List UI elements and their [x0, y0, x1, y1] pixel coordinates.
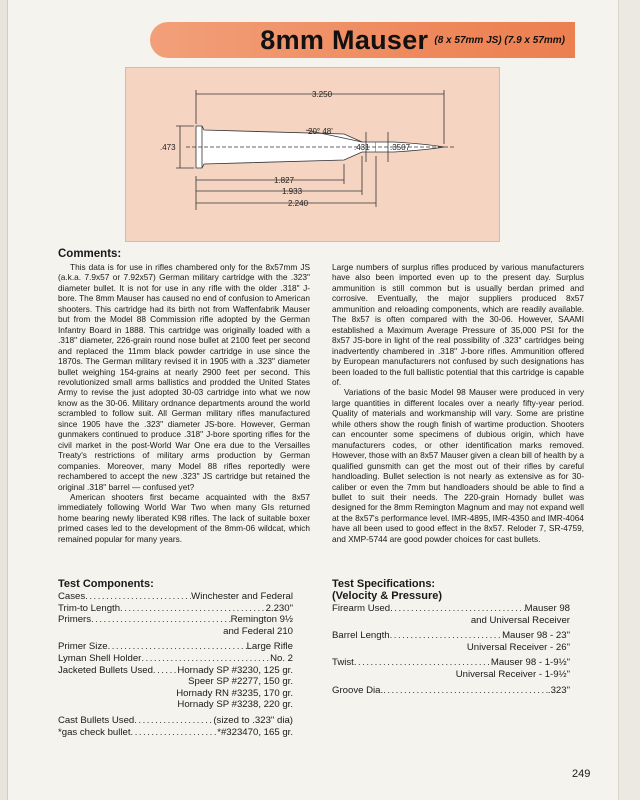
- comments-column-left: [58, 262, 310, 580]
- spec-value: .323": [547, 684, 570, 696]
- spec-value-continued: and Universal Receiver: [470, 614, 570, 626]
- leader-dots: [153, 665, 178, 677]
- dim-neck-length: 1.933: [282, 187, 303, 196]
- spec-label: *gas check bullet: [58, 726, 131, 738]
- spec-label: Lyman Shell Holder: [58, 652, 142, 664]
- spec-label: Jacketed Bullets Used: [58, 664, 153, 676]
- spec-value: Large Rifle: [246, 641, 293, 653]
- leader-dots: [390, 603, 525, 615]
- dim-neck-diameter: .431: [354, 143, 370, 152]
- page-number: 249: [572, 768, 591, 780]
- dim-overall-length: 3.250: [312, 90, 333, 99]
- test-specifications-subheading: (Velocity & Pressure): [332, 590, 443, 602]
- spec-label: Cases: [58, 591, 86, 602]
- spec-row: [332, 685, 570, 697]
- spec-value-continued: Speer SP #2277, 150 gr.: [188, 676, 293, 688]
- page-scan-edge: [618, 0, 640, 800]
- spec-label: Primer Size: [58, 641, 108, 653]
- spec-label: Primers: [58, 614, 92, 626]
- leader-dots: [354, 657, 491, 669]
- test-specifications-heading: Test Specifications:: [332, 578, 436, 590]
- spec-row: [58, 715, 293, 727]
- leader-dots: [390, 630, 502, 642]
- comments-paragraph: This data is for use in rifles chambered only for the 8x57mm JS (a.k.a. 7.9x57 or 7.92x57) German military cartridge with the .323" diameter bullet. It is not for use in any rifle with the older .318" J-bore. The 8mm Mauser has caused no end of confusion to American shooters. This cartridge had its birth not from Waffenfabrik Mauser but from the Model 88 Commission rifle adopted by the German Infantry Board in 1888. This cartridge was originally loaded with a .318" diameter, 226-grain round nose bullet at 2100 feet per second and replaced the 11mm black powder cartridge in use since the 1870s. The German military revised it in 1905 with a .323" diameter bullet weighing 154-grains at nearly 2900 feet per second. This revolutionized small arms ballistics and prodded the United States Army to revise the just adopted 30-03 cartridge into what we now know as the 30-06. Military ordnance departments around the world scrambled to follow suit. All German military rifles manufactured since 1905 have the .323" diameter JS-bore. However, German gunmakers continued to produce .318" J-bore sporting rifles for the civil market in the post-World War One era due to the Versailles Treaty's restrictions of military arms production by German companies. Moreover, many Model 88 rifles reportedly were rechambered to accept the new .323" JS cartridge but retained the original .318" barrel — confused yet?: [58, 262, 310, 492]
- comments-column-right: [332, 262, 584, 580]
- page-subtitle: (8 x 57mm JS) (7.9 x 57mm): [434, 34, 565, 46]
- spec-label: Cast Bullets Used: [58, 714, 135, 726]
- test-components-heading: Test Components:: [58, 578, 154, 590]
- dim-bullet-diameter: .3507: [390, 143, 411, 152]
- spec-value: Mauser 98: [524, 603, 570, 614]
- dim-case-length: 2.240: [288, 199, 309, 208]
- dim-shoulder-length: 1.827: [274, 176, 295, 185]
- title-banner: [150, 22, 575, 58]
- spec-row: [58, 603, 293, 615]
- spec-row: [332, 657, 570, 669]
- spec-label: Groove Dia.: [332, 684, 384, 696]
- page-title: 8mm Mauser: [260, 24, 429, 55]
- spec-value: (sized to .323" dia): [213, 714, 293, 726]
- spec-label: Trim-to Length: [58, 602, 121, 614]
- leader-dots: [134, 715, 213, 727]
- spec-value: Mauser 98 - 23": [502, 630, 570, 642]
- spec-value-continued: Hornady SP #3238, 220 gr.: [177, 699, 293, 711]
- leader-dots: [85, 591, 191, 603]
- spec-row: [58, 653, 293, 665]
- test-components-list: [58, 591, 293, 738]
- spec-value: Mauser 98 - 1-9½": [490, 657, 570, 669]
- spec-value: Remington 9½: [230, 614, 293, 626]
- spec-value-continued: Hornady RN #3235, 170 gr.: [176, 687, 293, 699]
- cartridge-drawing: [126, 68, 501, 243]
- spec-row: [58, 665, 293, 677]
- cartridge-diagram: [125, 67, 500, 242]
- spec-row: [332, 603, 570, 615]
- spec-row: [332, 630, 570, 642]
- comments-heading: Comments:: [58, 248, 122, 260]
- spec-label: Barrel Length: [332, 630, 390, 642]
- spec-label: Firearm Used: [332, 603, 391, 614]
- spec-value: *#323470, 165 gr.: [217, 726, 293, 738]
- leader-dots: [131, 727, 218, 739]
- comments-paragraph: Variations of the basic Model 98 Mauser were produced in very large quantities in different locales over a nearly fifty-year period. Quality of materials and workmanship will vary. Some are pristine while others show the rough finish of wartime production. Shooters can encounter some specimens of dubious origin, which have manufacturers codes, or other identification marks removed. However, those with an 8x57 Mauser given a clean bill of health by a qualified gunsmith can get the most out of their rifles by careful handloading. Bullet selection is not nearly as extensive as for 30-caliber or even the 7mm but handloaders should be able to find a bullet to suit their needs. The 220-grain Hornady bullet was designed for the 8mm Remington Magnum and may not expand well at the 8x57's performance level. IMR-4895, IMR-4350 and IMR-4064 have all been used to good effect in the 8x57. Reloder 7, SR-4759, and XMP-5744 are good powder choices for cast bullets.: [332, 387, 584, 544]
- page-binding-edge: [0, 0, 8, 800]
- leader-dots: [91, 614, 231, 626]
- test-specifications-list: [332, 603, 570, 696]
- leader-dots: [141, 653, 270, 665]
- spec-value: 2.230": [265, 602, 293, 614]
- dim-shoulder-angle: 20° 48': [308, 127, 333, 136]
- spec-value: No. 2: [270, 652, 293, 664]
- comments-paragraph: American shooters first became acquainted with the 8x57 immediately following World War Two when many GIs returned home bearing newly liberated K98 rifles. The lack of suitable boxer primed cases led to the development of the 8mm-06 wildcat, which remained popular for many years.: [58, 491, 310, 544]
- spec-value-continued: Universal Receiver - 26": [466, 641, 570, 653]
- spec-value: Winchester and Federal: [191, 591, 293, 602]
- spec-row: [58, 591, 293, 603]
- leader-dots: [120, 603, 266, 615]
- dim-base-diameter: .473: [160, 143, 176, 152]
- comments-paragraph: Large numbers of surplus rifles produced by various manufacturers have also been imported even up to the present day. Surplus ammunition is still common but is usually berdan primed and corrosive. Eventually, the major suppliers produced 8x57 ammunition and reloading components, which are readily available. The 8x57 is often compared with the 30-06. However, SAAMI established a Maximum Average Pressure of 35,000 PSI for the 8x57 JS-bore in light of the real possibility of .323" cartridges being inadvertently chambered in .318" J-bore rifles. Ammunition offered by European manufacturers not confused by such designations has been loaded to the full ballistic potential that this cartridge is capable of.: [332, 262, 584, 387]
- spec-row: [58, 641, 293, 653]
- spec-value-continued: and Federal 210: [223, 625, 293, 637]
- spec-row: [58, 727, 293, 739]
- spec-value: Hornady SP #3230, 125 gr.: [177, 664, 293, 676]
- leader-dots: [383, 685, 548, 697]
- leader-dots: [108, 641, 247, 653]
- spec-label: Twist: [332, 657, 354, 669]
- spec-row: [58, 614, 293, 626]
- spec-value-continued: Universal Receiver - 1-9½": [455, 668, 570, 680]
